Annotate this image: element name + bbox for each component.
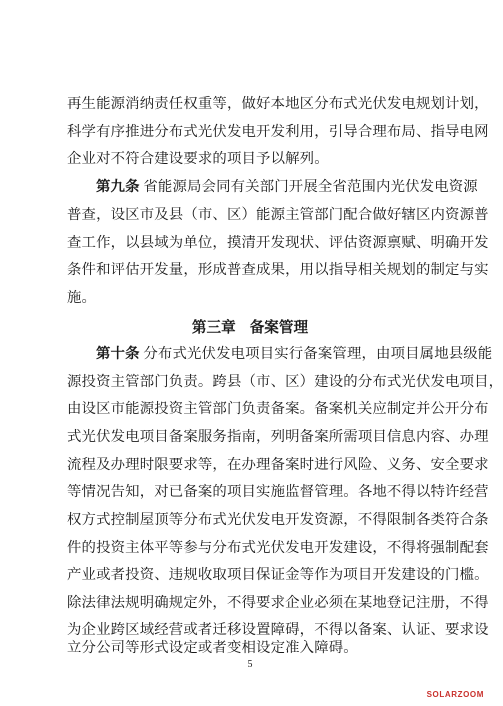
paragraph-line: 企业对不符合建设要求的项目予以解列。 [67,151,329,167]
paragraph-line: 件的投资主体平等参与分布式光伏发电开发建设，不得将强制配套 [67,540,489,556]
paragraph-line: 施。 [67,290,97,306]
paragraph-line: 除法律法规明确规定外，不得要求企业必须在某地登记注册，不得 [67,595,489,611]
paragraph-line: 科学有序推进分布式光伏发电开发利用，引导合理布局、指导电网 [67,124,489,140]
paragraph-line: 再生能源消纳责任权重等，做好本地区分布式光伏发电规划计划， [67,96,489,112]
article-9-label: 第九条 [96,179,140,195]
article-9-first-line [96,179,478,195]
article-9-first-text: 省能源局会同有关部门开展全省范围内光伏发电资源 [143,179,478,195]
chapter-number: 第三章 [191,319,236,336]
article-10-first-text: 分布式光伏发电项目实行备案管理，由项目属地县级能 [143,346,493,362]
paragraph-line: 式光伏发电项目备案服务指南，列明备案所需项目信息内容、办理 [67,429,489,445]
paragraph-line: 查工作，以县域为单位，摸清开发现状、评估资源禀赋、明确开发 [67,235,489,251]
paragraph-line: 立分公司等形式设定或者变相设定准入障碍。 [67,640,358,656]
article-10-first-line [96,346,493,362]
paragraph-line: 等情况告知，对已备案的项目实施监督管理。各地不得以特许经营 [67,484,489,500]
paragraph-line: 权方式控制屋顶等分布式光伏发电开发资源，不得限制各类符合条 [67,512,489,528]
paragraph-line: 条件和评估开发量，形成普查成果，用以指导相关规划的制定与实 [67,262,489,278]
paragraph-line: 产业或者投资、违规收取项目保证金等作为项目开发建设的门槛。 [67,567,489,583]
chapter-title: 备案管理 [249,319,309,336]
paragraph-line: 普查，设区市及县（市、区）能源主管部门配合做好辖区内资源普 [67,207,489,223]
page-number: 5 [247,659,253,670]
paragraph-line: 源投资主管部门负责。跨县（市、区）建设的分布式光伏发电项目， [67,374,503,390]
watermark-logo: SOLARZOOM [426,690,484,699]
paragraph-line: 由设区市能源投资主管部门负责备案。备案机关应制定并公开分布 [67,401,489,417]
paragraph-line: 为企业跨区域经营或者迁移设置障碍，不得以备案、认证、要求设 [67,622,489,638]
article-10-label: 第十条 [96,346,140,362]
chapter-heading [0,319,500,337]
paragraph-line: 流程及办理时限要求等，在办理备案时进行风险、义务、安全要求 [67,457,489,473]
